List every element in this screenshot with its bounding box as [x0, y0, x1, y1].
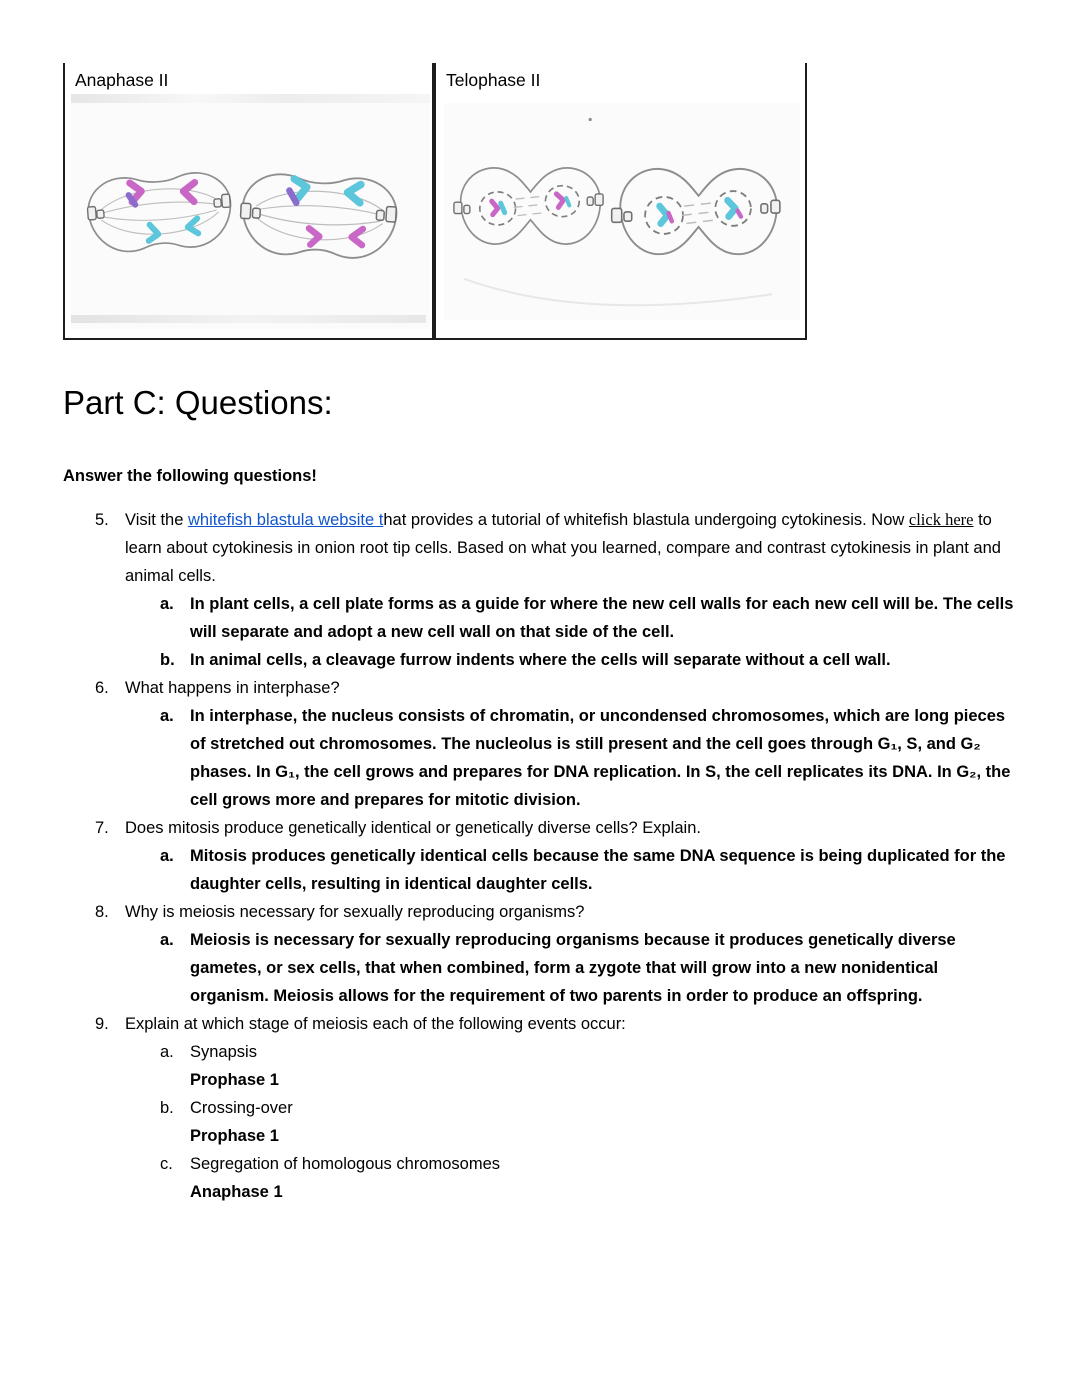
text-segment: to learn about cytokinesis in onion root tip cells. Based on what you learned, compare and contrast cytokinesis in plant and animal cells. [125, 511, 1001, 585]
answer-6a-text: In interphase, the nucleus consists of chromatin, or uncondensed chromosomes, which are long pieces of stretched out chromosomes. The nucleolus is still present and the cell goes through G₁, S, and G₂ phases. In G₁, the cell grows and prepares for DNA replication. In S, the cell replicates its DNA. In G₂, the cell grows more and prepares for mitotic division. [190, 707, 1011, 809]
question-8-text: Why is meiosis necessary for sexually reproducing organisms? [125, 903, 585, 921]
answer-8a-text: Meiosis is necessary for sexually reproducing organisms because it produces genetically diverse gametes, or sex cells, that when combined, form a zygote that will grow into a new nonidentical organism. Meiosis allows for the requirement of two parents in order to produce an offspring. [190, 931, 956, 1005]
question-9c-letter: c. [160, 1155, 173, 1173]
answer-7a-letter: a. [160, 847, 174, 865]
text-segment: hat provides a tutorial of whitefish blastula undergoing cytokinesis. Now [383, 511, 909, 529]
intro-instruction: Answer the following questions! [63, 467, 317, 485]
question-9a [160, 1038, 1017, 1094]
scan-crease [464, 279, 772, 305]
anaphase2-drawing [71, 94, 430, 329]
telophase2-cell-left [454, 168, 603, 244]
question-8-number: 8. [95, 903, 109, 921]
question-9-text: Explain at which stage of meiosis each of the following events occur: [125, 1015, 626, 1033]
telophase2-cell-right [612, 169, 780, 254]
question-9b-block [190, 1094, 1017, 1150]
whitefish-blastula-link[interactable]: whitefish blastula website t [187, 511, 384, 529]
answer-5a-text: In plant cells, a cell plate forms as a guide for where the new cell walls for each new cell will be. The cells will separate and adopt a new cell wall on that side of the cell. [190, 595, 1014, 641]
answer-8a-letter: a. [160, 931, 174, 949]
question-9a-letter: a. [160, 1043, 174, 1061]
question-9b [160, 1094, 1017, 1150]
answer-8a [160, 926, 1017, 1010]
question-5-number: 5. [95, 511, 109, 529]
section-heading: Part C: Questions: [63, 384, 333, 421]
question-8 [95, 898, 1017, 926]
telophase2-drawing [444, 103, 800, 320]
question-6 [95, 674, 1017, 702]
answer-7a-text: Mitosis produces genetically identical cells because the same DNA sequence is being duplicated for the daughter cells, resulting in identical daughter cells. [190, 847, 1006, 893]
figure-table-row [63, 63, 1080, 340]
answer-5b-letter: b. [160, 651, 175, 669]
question-6-text: What happens in interphase? [125, 679, 340, 697]
answer-6a-letter: a. [160, 707, 174, 725]
question-9c-event: Segregation of homologous chromosomes [190, 1155, 501, 1173]
anaphase2-label: Anaphase II [75, 70, 169, 90]
question-9c [160, 1150, 1017, 1206]
question-7-text: Does mitosis produce genetically identical or genetically diverse cells? Explain. [125, 819, 701, 837]
answer-5a [160, 590, 1017, 646]
question-5 [95, 506, 1017, 590]
telophase2-panel [434, 63, 807, 340]
answer-9b: Prophase 1 [190, 1127, 279, 1145]
question-6-number: 6. [95, 679, 109, 697]
answer-5b [160, 646, 1017, 674]
anaphase2-panel [63, 63, 434, 340]
question-9 [95, 1010, 1017, 1038]
anaphase2-cell-right [239, 172, 398, 260]
question-7-number: 7. [95, 819, 109, 837]
answer-7a [160, 842, 1017, 898]
telophase2-label: Telophase II [446, 70, 541, 90]
question-9-number: 9. [95, 1015, 109, 1033]
telophase2-scan-image [444, 103, 800, 320]
anaphase2-cell-left [86, 170, 234, 254]
question-9a-event: Synapsis [190, 1043, 257, 1061]
question-9c-block [190, 1150, 1017, 1206]
answer-5a-letter: a. [160, 595, 174, 613]
question-7 [95, 814, 1017, 842]
question-9b-event: Crossing-over [190, 1099, 293, 1117]
text-segment: Visit the [125, 511, 188, 529]
question-9a-block [190, 1038, 1017, 1094]
answer-9c: Anaphase 1 [190, 1183, 283, 1201]
scan-dot-artifact [589, 118, 592, 121]
answer-9a: Prophase 1 [190, 1071, 279, 1089]
answer-5b-text: In animal cells, a cleavage furrow indents where the cells will separate without a cell wall. [190, 651, 891, 669]
click-here-link[interactable]: click here [908, 510, 974, 529]
question-9b-letter: b. [160, 1099, 174, 1117]
question-list [95, 506, 1017, 1206]
question-5-text [125, 506, 1017, 590]
anaphase2-scan-image [71, 94, 430, 329]
answer-6a [160, 702, 1017, 814]
